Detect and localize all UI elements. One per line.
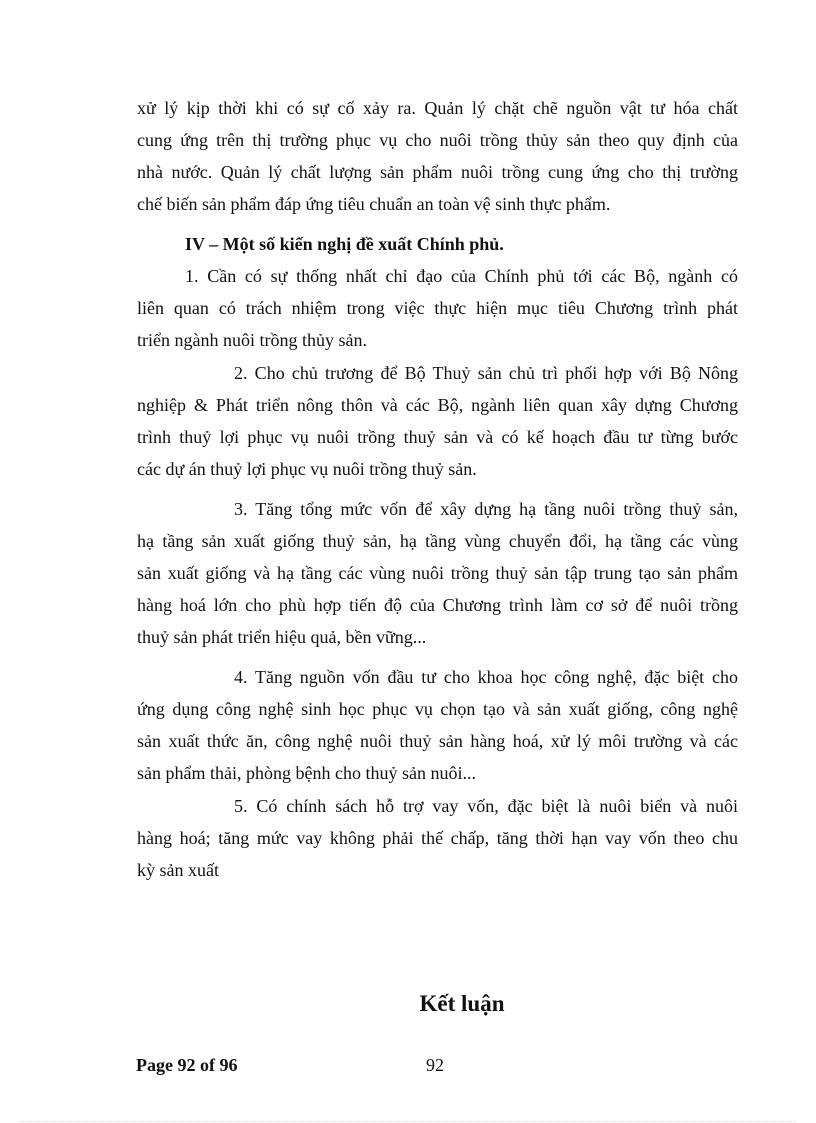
text-line: hàng hoá lớn cho phù hợp tiến độ của Chương trình làm cơ sở để nuôi trồng	[137, 595, 738, 615]
text-line: 4. Tăng nguồn vốn đầu tư cho khoa học công nghệ, đặc biệt cho	[234, 667, 738, 687]
text-line: ứng dụng công nghệ sinh học phục vụ chọn tạo và sản xuất giống, công nghệ	[137, 699, 738, 719]
text-line: thuỷ sản phát triển hiệu quả, bền vững...	[137, 627, 427, 647]
text-line: 1. Cần có sự thống nhất chỉ đạo của Chính phủ tới các Bộ, ngành có	[185, 266, 738, 286]
text-line: xử lý kịp thời khi có sự cố xảy ra. Quản lý chặt chẽ nguồn vật tư hóa chất	[137, 98, 738, 118]
text-line: kỳ sản xuất	[137, 860, 219, 880]
text-line: 5. Có chính sách hỗ trợ vay vốn, đặc biệt là nuôi biển và nuôi	[234, 796, 738, 816]
text-line: sản xuất thức ăn, công nghệ nuôi thuỷ sản hàng hoá, xử lý môi trường và các	[137, 731, 738, 751]
page-number: 92	[426, 1055, 444, 1075]
text-line: triển ngành nuôi trồng thủy sản.	[137, 330, 367, 350]
text-line: trình thuỷ lợi phục vụ nuôi trồng thuỷ sản và có kế hoạch đầu tư từng bước	[137, 427, 738, 447]
text-line: hạ tầng sản xuất giống thuỷ sản, hạ tầng vùng chuyển đổi, hạ tầng các vùng	[137, 531, 738, 551]
text-line: nhà nước. Quản lý chất lượng sản phẩm nuôi trồng cung ứng cho thị trường	[137, 162, 738, 182]
text-line: cung ứng trên thị trường phục vụ cho nuôi trồng thủy sản theo quy định của	[137, 130, 738, 150]
text-line: chế biến sản phẩm đáp ứng tiêu chuẩn an toàn vệ sinh thực phẩm.	[137, 194, 611, 214]
section-heading: IV – Một số kiến nghị đề xuất Chính phủ.	[185, 234, 504, 254]
text-line: sản xuất giống và hạ tầng các vùng nuôi trồng thuỷ sản tập trung tạo sản phẩm	[137, 563, 738, 583]
text-line: liên quan có trách nhiệm trong việc thực hiện mục tiêu Chương trình phát	[137, 298, 738, 318]
conclusion-title: Kết luận	[419, 991, 505, 1016]
text-line: 3. Tăng tổng mức vốn để xây dựng hạ tầng nuôi trồng thuỷ sản,	[234, 499, 738, 519]
text-line: 2. Cho chủ trương để Bộ Thuỷ sản chủ trì phối hợp với Bộ Nông	[234, 363, 738, 383]
text-line: sản phẩm thải, phòng bệnh cho thuỷ sản nuôi...	[137, 763, 476, 783]
text-line: hàng hoá; tăng mức vay không phải thế chấp, tăng thời hạn vay vốn theo chu	[137, 828, 738, 848]
text-line: nghiệp & Phát triển nông thôn và các Bộ, ngành liên quan xây dựng Chương	[137, 395, 738, 415]
page-counter: Page 92 of 96	[136, 1055, 238, 1075]
page-bottom-divider	[20, 1121, 796, 1122]
text-line: các dự án thuỷ lợi phục vụ nuôi trồng thuỷ sản.	[137, 459, 477, 479]
